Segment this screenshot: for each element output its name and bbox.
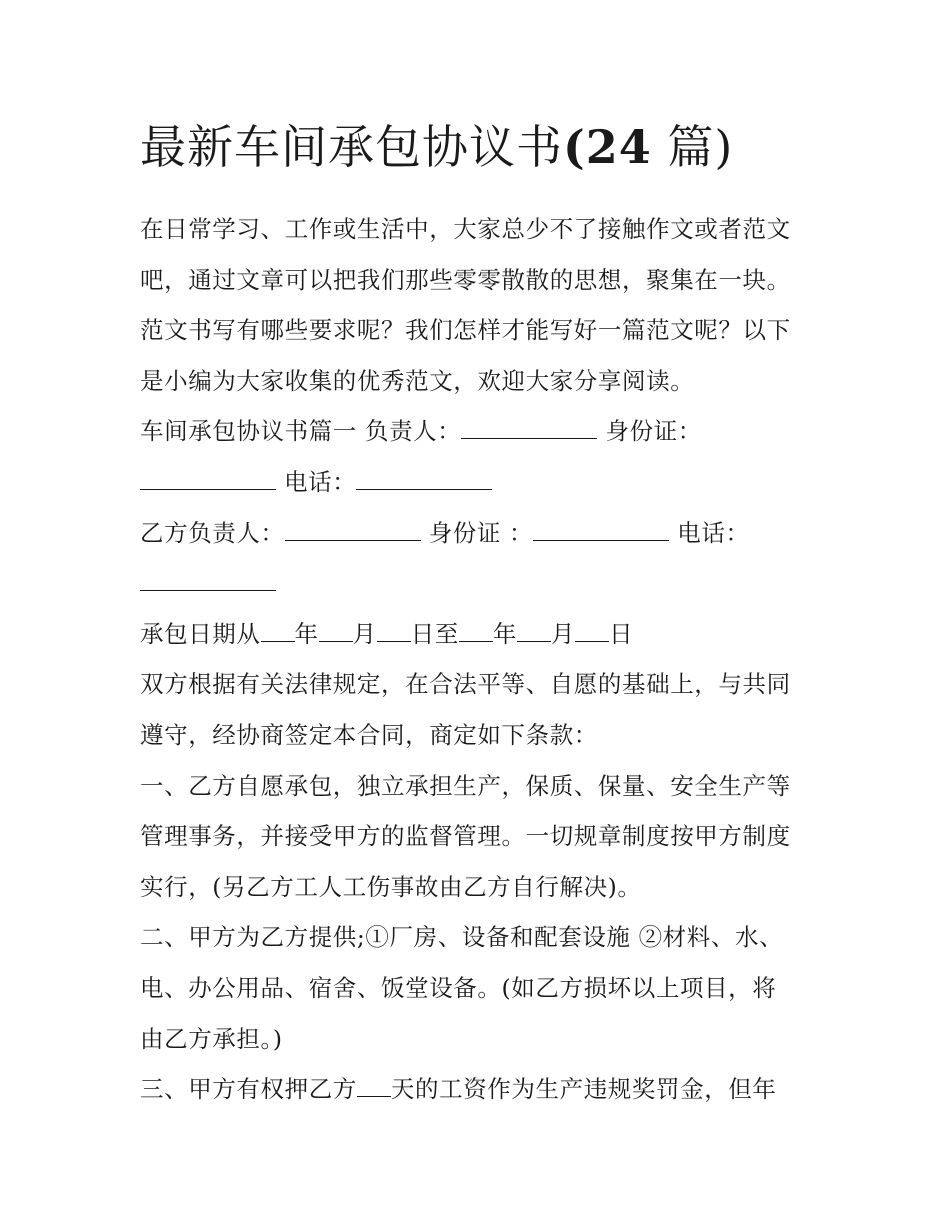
start-day-blank [377,615,411,642]
title-suffix: 篇) [651,120,734,174]
party-b-id-label: 身份证 ： [428,518,534,547]
party-a-responsible-label: 负责人： [364,417,462,446]
party-a-block [140,406,820,507]
date-to-label: 日至 [410,619,459,648]
terms-block [140,659,820,1114]
party-a-line-2 [140,457,820,508]
body-line: 遵守，经协商签定本合同，商定如下条款： [140,720,598,749]
end-year-label: 年 [492,619,518,648]
end-month-label: 月 [551,619,576,648]
party-b-line-1 [140,508,820,559]
party-b-id-blank [533,514,669,541]
intro-line: 在日常学习、工作或生活中，大家总少不了接触作文或者范文 [140,215,791,243]
intro-line: 是小编为大家收集的优秀范文，欢迎大家分享阅读。 [140,366,695,395]
document-title [140,112,820,182]
party-b-line-2 [140,558,820,609]
end-month-blank [517,615,551,642]
start-year-label: 年 [294,619,319,648]
clause-three-prefix: 三、甲方有权押乙方 [140,1075,357,1104]
end-day-label: 日 [609,619,634,648]
intro-paragraph [140,204,820,406]
body-line: 二、甲方为乙方提供;①厂房、设备和配套设施 ②材料、水、 [140,923,784,952]
party-b-responsible-blank [285,514,421,541]
title-count: (24 [563,120,652,174]
start-month-blank [319,615,353,642]
body-line: 双方根据有关法律规定，在合法平等、自愿的基础上，与共同 [140,670,791,699]
wage-days-blank [357,1070,391,1097]
start-year-blank [261,615,295,642]
start-month-label: 月 [352,619,377,648]
body-line: 一、乙方自愿承包，独立承担生产，保质、保量、安全生产等 [140,771,791,800]
party-a-phone-blank [356,463,492,490]
body-line: 电、办公用品、宿舍、饭堂设备。(如乙方损坏以上项目，将 [140,973,777,1002]
party-a-line-1 [140,406,820,457]
end-year-blank [459,615,493,642]
clause-three-suffix: 天的工资作为生产违规奖罚金，但年 [390,1075,777,1104]
party-a-responsible-blank [461,412,597,439]
body-line: 管理事务，并接受甲方的监督管理。一切规章制度按甲方制度 [140,822,791,851]
party-a-phone-label: 电话： [284,467,357,496]
party-b-responsible-label: 乙方负责人： [140,518,285,547]
section-heading: 车间承包协议书篇一 [140,417,357,446]
party-b-block [140,508,820,609]
date-from-label: 承包日期从 [140,619,261,648]
intro-line: 范文书写有哪些要求呢？我们怎样才能写好一篇范文呢？以下 [140,316,791,345]
body-line: 实行，(另乙方工人工伤事故由乙方自行解决)。 [140,872,642,901]
party-b-phone-blank [140,564,276,591]
end-day-blank [575,615,609,642]
intro-line: 吧，通过文章可以把我们那些零零散散的思想，聚集在一块。 [140,265,791,294]
document-page [140,112,820,1115]
party-a-id-blank [140,463,276,490]
title-text: 最新车间承包协议书 [140,120,563,174]
date-block [140,609,820,660]
body-line: 由乙方承担。) [140,1024,283,1053]
contract-date-line [140,609,820,660]
party-b-phone-label: 电话： [677,518,750,547]
party-a-id-label: 身份证： [605,417,702,446]
clause-three-line [140,1064,820,1115]
